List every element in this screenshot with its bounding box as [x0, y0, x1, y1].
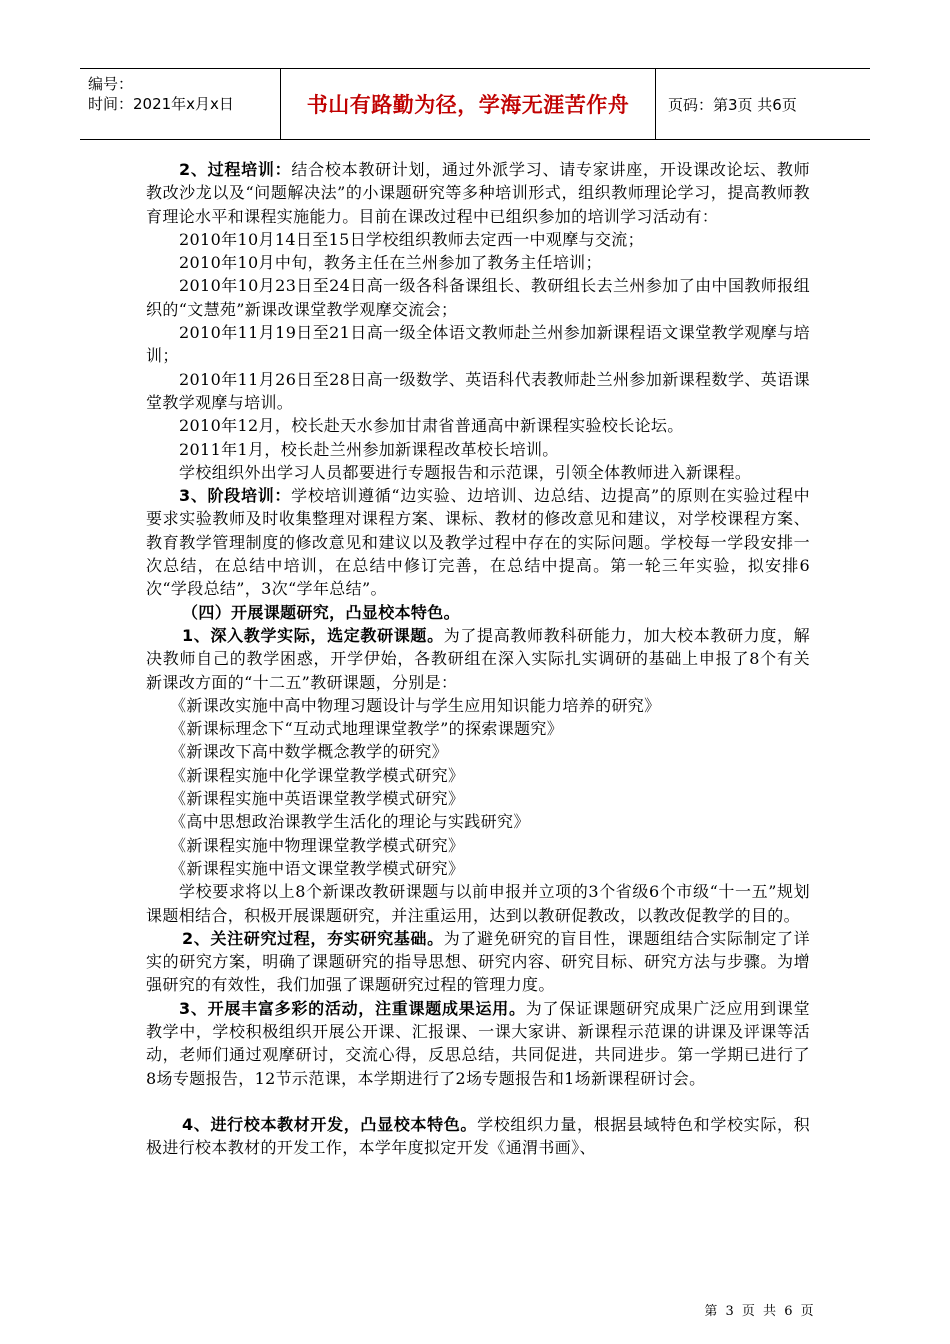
paragraph-text: 学校组织力量，根据县域特色和学校实际，积极进行校本教材的开发工作，本学年度拟定开发《通渭书画》、	[146, 1114, 810, 1158]
event-line: 2010年10月中旬，教务主任在兰州参加了教务主任培训；	[179, 253, 602, 273]
section-heading: （四）开展课题研究，凸显校本特色。	[182, 602, 460, 622]
event-line: 2011年1月，校长赴兰州参加新课程改革校长培训。	[179, 439, 559, 459]
event-line: 2010年12月，校长赴天水参加甘肃省普通高中新课程实验校长论坛。	[179, 416, 684, 436]
paragraph-text: 学校培训遵循“边实验、边培训、边总结、边提高”的原则在实验过程中要求实验教师及时收集整理对课程方案、课标、教材的修改意见和建议，对学校课程方案、教育教学管理制度的修改意见和建议以及教学过程中存在的实际问题。学校每一学段安排一次总结，在总结中培训，在总结中修订完善，在总结中提高。第一轮三年实验，拟安排6次“学段总结”，3次“学年总结”。	[146, 486, 810, 599]
paragraph	[146, 997, 810, 1090]
paragraph	[146, 158, 810, 228]
paragraph-heading: 2、关注研究过程，夯实研究基础。	[182, 928, 444, 948]
paragraph-gap	[146, 1090, 810, 1113]
header-motto-cell	[281, 69, 656, 139]
event-line: 2010年11月19日至21日高一级全体语文教师赴兰州参加新课程语文课堂教学观摩与培训；	[146, 323, 810, 366]
event-line: 2010年10月14日至15日学校组织教师去定西一中观摩与交流；	[179, 229, 644, 249]
topic-list	[146, 694, 810, 880]
paragraph-heading: 3、开展丰富多彩的活动，注重课题成果运用。	[179, 998, 526, 1018]
page-footer	[0, 1300, 950, 1319]
paragraph: 学校组织外出学习人员都要进行专题报告和示范课，引领全体教师进入新课程。	[179, 462, 752, 482]
paragraph-heading: 2、过程培训：	[179, 160, 292, 179]
paragraph	[146, 1113, 810, 1160]
number-label: 编号：	[88, 75, 134, 93]
page-header	[80, 68, 870, 140]
paragraph-heading: 3、阶段培训：	[179, 486, 292, 506]
paragraph	[146, 484, 810, 600]
list-item: 《新课改实施中高中物理习题设计与学生应用知识能力培养的研究》	[170, 695, 661, 715]
paragraph-text: 为了提高教师教科研能力，加大校本教研力度，解决教师自己的教学困惑，开学伊始，各教研组在深入实际扎实调研的基础上申报了8个有关新课改方面的“十二五”教研课题，分别是：	[146, 625, 810, 692]
document-body	[146, 158, 810, 1159]
paragraph	[146, 624, 810, 694]
list-item: 《新课程实施中化学课堂教学模式研究》	[170, 765, 465, 785]
event-line: 2010年10月23日至24日高一级各科备课组长、教研组长去兰州参加了由中国教师报组织的“文慧苑”新课改课堂教学观摩交流会；	[146, 276, 810, 319]
paragraph: 学校要求将以上8个新课改教研课题与以前申报并立项的3个省级6个市级“十一五”规划课题相结合，积极开展课题研究，并注重运用，达到以教研促教改，以教改促教学的目的。	[146, 882, 810, 925]
motto: 书山有路勤为径，学海无涯苦作舟	[306, 93, 630, 117]
header-meta	[80, 69, 281, 139]
list-item: 《新课程实施中语文课堂教学模式研究》	[170, 858, 465, 878]
list-item: 《新课程实施中英语课堂教学模式研究》	[170, 789, 465, 809]
paragraph	[146, 927, 810, 997]
list-item: 《新课程实施中物理课堂教学模式研究》	[170, 835, 465, 855]
footer-page-number: 第 3 页 共 6 页	[704, 1304, 816, 1319]
list-item: 《新课标理念下“互动式地理课堂教学”的探索课题究》	[170, 719, 564, 739]
list-item: 《新课改下高中数学概念教学的研究》	[170, 742, 448, 762]
header-page-cell	[656, 69, 870, 139]
page-label: 页码：第3页 共6页	[668, 95, 797, 114]
paragraph-text: 为了保证课题研究成果广泛应用到课堂教学中，学校积极组织开展公开课、汇报课、一课大家讲、新课程示范课的讲课及评课等活动，老师们通过观摩研讨，交流心得，反思总结，共同促进，共同进步。第一学期已进行了8场专题报告，12节示范课，本学期进行了2场专题报告和1场新课程研讨会。	[146, 998, 810, 1088]
list-item: 《高中思想政治课教学生活化的理论与实践研究》	[170, 812, 530, 832]
paragraph-text: 结合校本教研计划，通过外派学习、请专家讲座，开设课改论坛、教师教改沙龙以及“问题解决法”的小课题研究等多种培训形式，组织教师理论学习，提高教师教育理论水平和课程实施能力。目前在课改过程中已组织参加的培训学习活动有：	[146, 160, 810, 226]
paragraph-heading: 4、进行校本教材开发，凸显校本特色。	[182, 1114, 478, 1134]
paragraph-text: 为了避免研究的盲目性，课题组结合实际制定了详实的研究方案，明确了课题研究的指导思想、研究内容、研究目标、研究方法与步骤。为增强研究的有效性，我们加强了课题研究过程的管理力度。	[146, 928, 810, 995]
date-label: 时间：2021年x月x日	[88, 95, 234, 113]
paragraph-heading: 1、深入教学实际，选定教研课题。	[182, 625, 444, 645]
event-line: 2010年11月26日至28日高一级数学、英语科代表教师赴兰州参加新课程数学、英语课堂教学观摩与培训。	[146, 369, 810, 412]
